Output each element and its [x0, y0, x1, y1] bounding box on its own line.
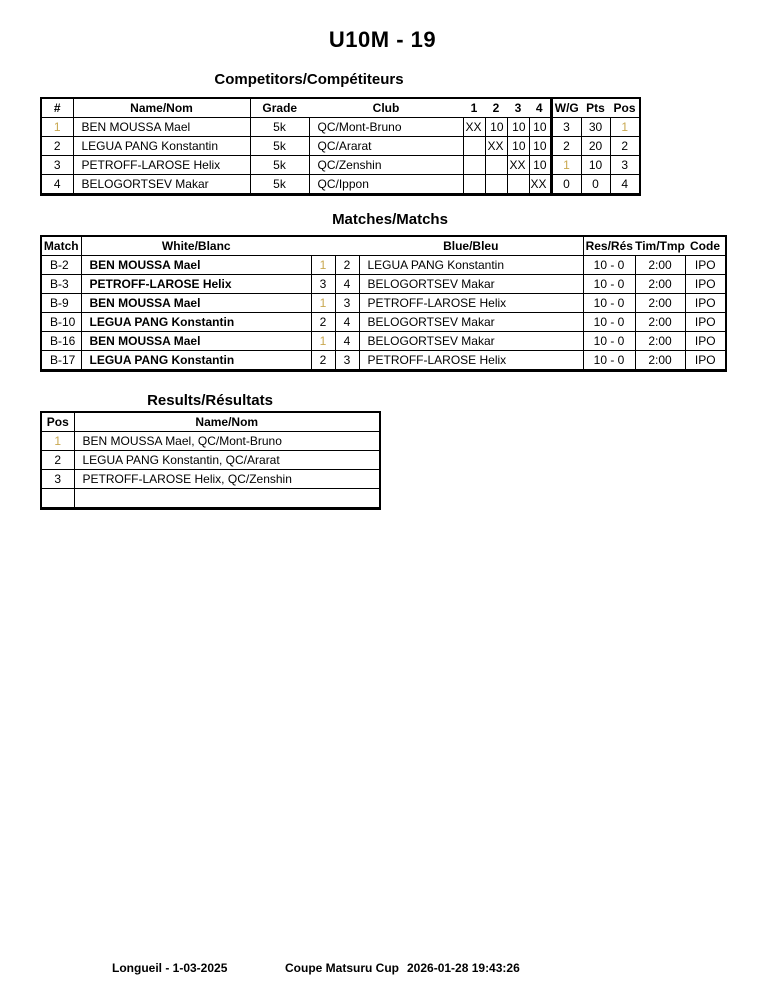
- blue-num: 4: [335, 313, 359, 332]
- competitor-num: 3: [41, 156, 73, 175]
- matrix-cell-1: [463, 156, 485, 175]
- result-name: PETROFF-LAROSE Helix, QC/Zenshin: [74, 470, 380, 489]
- competitors-heading: Competitors/Compétiteurs: [214, 71, 404, 88]
- matrix-cell-4: 10: [529, 156, 551, 175]
- competitor-club: QC/Ararat: [309, 137, 463, 156]
- match-result: 10 - 0: [583, 275, 635, 294]
- competitor-row: [41, 175, 640, 195]
- matrix-cell-3: XX: [507, 156, 529, 175]
- competitor-row: [41, 118, 640, 137]
- match-code: IPO: [685, 275, 726, 294]
- blue-num: 3: [335, 351, 359, 371]
- col-header-wg: W/G: [551, 98, 581, 118]
- result-pos: 2: [41, 451, 74, 470]
- competitor-grade: 5k: [250, 137, 309, 156]
- matches-header-row: [41, 236, 726, 256]
- match-result: 10 - 0: [583, 313, 635, 332]
- competitor-num: 4: [41, 175, 73, 195]
- competitor-name: LEGUA PANG Konstantin: [73, 137, 250, 156]
- matrix-cell-1: [463, 137, 485, 156]
- match-code: IPO: [685, 313, 726, 332]
- matrix-cell-2: 10: [485, 118, 507, 137]
- match-result: 10 - 0: [583, 332, 635, 351]
- match-time: 2:00: [635, 294, 685, 313]
- match-row: [41, 256, 726, 275]
- blue-name: PETROFF-LAROSE Helix: [359, 294, 583, 313]
- match-id: B-16: [41, 332, 81, 351]
- competitor-num: 1: [41, 118, 73, 137]
- col-header-match: Match: [41, 236, 81, 256]
- white-num: 1: [311, 332, 335, 351]
- competitor-row: [41, 156, 640, 175]
- footer-print-timestamp: 2026-01-28 19:43:26: [407, 961, 520, 975]
- col-header-pts: Pts: [586, 101, 605, 115]
- col-header-blue-num: [335, 236, 359, 256]
- white-name: BEN MOUSSA Mael: [81, 294, 311, 313]
- col-header-4: 4: [535, 101, 543, 115]
- match-result: 10 - 0: [583, 351, 635, 371]
- page-title: U10M - 19: [328, 27, 437, 52]
- white-name: LEGUA PANG Konstantin: [81, 351, 311, 371]
- match-time: 2:00: [635, 275, 685, 294]
- match-time: 2:00: [635, 351, 685, 371]
- match-id: B-10: [41, 313, 81, 332]
- blue-num: 4: [335, 332, 359, 351]
- matrix-cell-3: 10: [507, 118, 529, 137]
- footer-event-name: Coupe Matsuru Cup: [285, 961, 399, 975]
- match-row: [41, 351, 726, 371]
- result-row: [41, 432, 380, 451]
- result-name: [74, 489, 380, 509]
- competitor-grade: 5k: [250, 156, 309, 175]
- match-row: [41, 313, 726, 332]
- competitor-row: [41, 137, 640, 156]
- blue-name: BELOGORTSEV Makar: [359, 275, 583, 294]
- blue-num: 3: [335, 294, 359, 313]
- col-header-club: Club: [372, 101, 400, 115]
- col-header-pos: Pos: [41, 412, 74, 432]
- white-name: PETROFF-LAROSE Helix: [81, 275, 311, 294]
- white-num: 2: [311, 351, 335, 371]
- competitor-grade: 5k: [250, 175, 309, 195]
- competitor-name: BEN MOUSSA Mael: [73, 118, 250, 137]
- match-time: 2:00: [635, 332, 685, 351]
- blue-name: PETROFF-LAROSE Helix: [359, 351, 583, 371]
- competitor-wins: 0: [551, 175, 581, 195]
- match-id: B-3: [41, 275, 81, 294]
- match-row: [41, 332, 726, 351]
- blue-name: BELOGORTSEV Makar: [359, 313, 583, 332]
- col-header-num: #: [41, 98, 73, 118]
- result-pos: [41, 489, 74, 509]
- competitor-grade: 5k: [250, 118, 309, 137]
- matrix-cell-3: [507, 175, 529, 195]
- competitor-wins: 2: [551, 137, 581, 156]
- white-name: BEN MOUSSA Mael: [81, 256, 311, 275]
- col-header-1: 1: [470, 101, 478, 115]
- result-row: [41, 489, 380, 509]
- competitors-header-row: [41, 98, 640, 118]
- white-name: LEGUA PANG Konstantin: [81, 313, 311, 332]
- competitor-points: 20: [581, 137, 610, 156]
- matrix-cell-2: [485, 156, 507, 175]
- matrix-cell-2: XX: [485, 137, 507, 156]
- white-num: 1: [311, 256, 335, 275]
- match-time: 2:00: [635, 256, 685, 275]
- col-header-2: 2: [492, 101, 500, 115]
- match-result: 10 - 0: [583, 294, 635, 313]
- white-num: 2: [311, 313, 335, 332]
- result-pos: 1: [41, 432, 74, 451]
- competitor-name: BELOGORTSEV Makar: [73, 175, 250, 195]
- competitor-club: QC/Zenshin: [309, 156, 463, 175]
- match-id: B-17: [41, 351, 81, 371]
- white-num: 3: [311, 275, 335, 294]
- competitor-wins: 3: [551, 118, 581, 137]
- blue-num: 4: [335, 275, 359, 294]
- col-header-name: Name/Nom: [195, 415, 259, 429]
- match-code: IPO: [685, 256, 726, 275]
- match-id: B-2: [41, 256, 81, 275]
- competitor-pos: 4: [610, 175, 640, 195]
- col-header-3: 3: [514, 101, 522, 115]
- footer-location-date: Longueil - 1-03-2025: [112, 961, 228, 975]
- matrix-cell-4: 10: [529, 118, 551, 137]
- result-name: LEGUA PANG Konstantin, QC/Ararat: [74, 451, 380, 470]
- result-row: [41, 451, 380, 470]
- matrix-cell-4: XX: [529, 175, 551, 195]
- result-pos: 3: [41, 470, 74, 489]
- col-header-white: White/Blanc: [161, 239, 231, 253]
- match-time: 2:00: [635, 313, 685, 332]
- results-heading: Results/Résultats: [147, 392, 273, 409]
- col-header-blue: Blue/Bleu: [359, 236, 583, 256]
- competitor-pos: 3: [610, 156, 640, 175]
- competitor-points: 10: [581, 156, 610, 175]
- matches-heading: Matches/Matchs: [332, 211, 448, 228]
- result-row: [41, 470, 380, 489]
- matrix-cell-4: 10: [529, 137, 551, 156]
- blue-name: LEGUA PANG Konstantin: [359, 256, 583, 275]
- competitor-club: QC/Mont-Bruno: [309, 118, 463, 137]
- competitor-name: PETROFF-LAROSE Helix: [73, 156, 250, 175]
- results-table: [40, 411, 381, 510]
- competitor-points: 0: [581, 175, 610, 195]
- competitor-pos: 2: [610, 137, 640, 156]
- col-header-white-num: [311, 236, 335, 256]
- match-result: 10 - 0: [583, 256, 635, 275]
- competitor-num: 2: [41, 137, 73, 156]
- results-header-row: [41, 412, 380, 432]
- match-row: [41, 275, 726, 294]
- matrix-cell-3: 10: [507, 137, 529, 156]
- match-code: IPO: [685, 332, 726, 351]
- competitor-points: 30: [581, 118, 610, 137]
- blue-num: 2: [335, 256, 359, 275]
- match-code: IPO: [685, 294, 726, 313]
- matrix-cell-2: [485, 175, 507, 195]
- col-header-code: Code: [690, 239, 720, 253]
- matrix-cell-1: XX: [463, 118, 485, 137]
- match-row: [41, 294, 726, 313]
- match-code: IPO: [685, 351, 726, 371]
- competitors-table: [40, 97, 641, 196]
- col-header-pos: Pos: [613, 101, 636, 115]
- result-name: BEN MOUSSA Mael, QC/Mont-Bruno: [74, 432, 380, 451]
- col-header-tim: Tim/Tmp: [635, 239, 685, 253]
- col-header-grade: Grade: [262, 101, 298, 115]
- white-num: 1: [311, 294, 335, 313]
- match-id: B-9: [41, 294, 81, 313]
- competitor-club: QC/Ippon: [309, 175, 463, 195]
- white-name: BEN MOUSSA Mael: [81, 332, 311, 351]
- blue-name: BELOGORTSEV Makar: [359, 332, 583, 351]
- competitor-wins: 1: [551, 156, 581, 175]
- competitor-pos: 1: [610, 118, 640, 137]
- matrix-cell-1: [463, 175, 485, 195]
- col-header-res: Res/Rés: [585, 239, 633, 253]
- matches-table: [40, 235, 727, 372]
- col-header-name: Name/Nom: [73, 98, 250, 118]
